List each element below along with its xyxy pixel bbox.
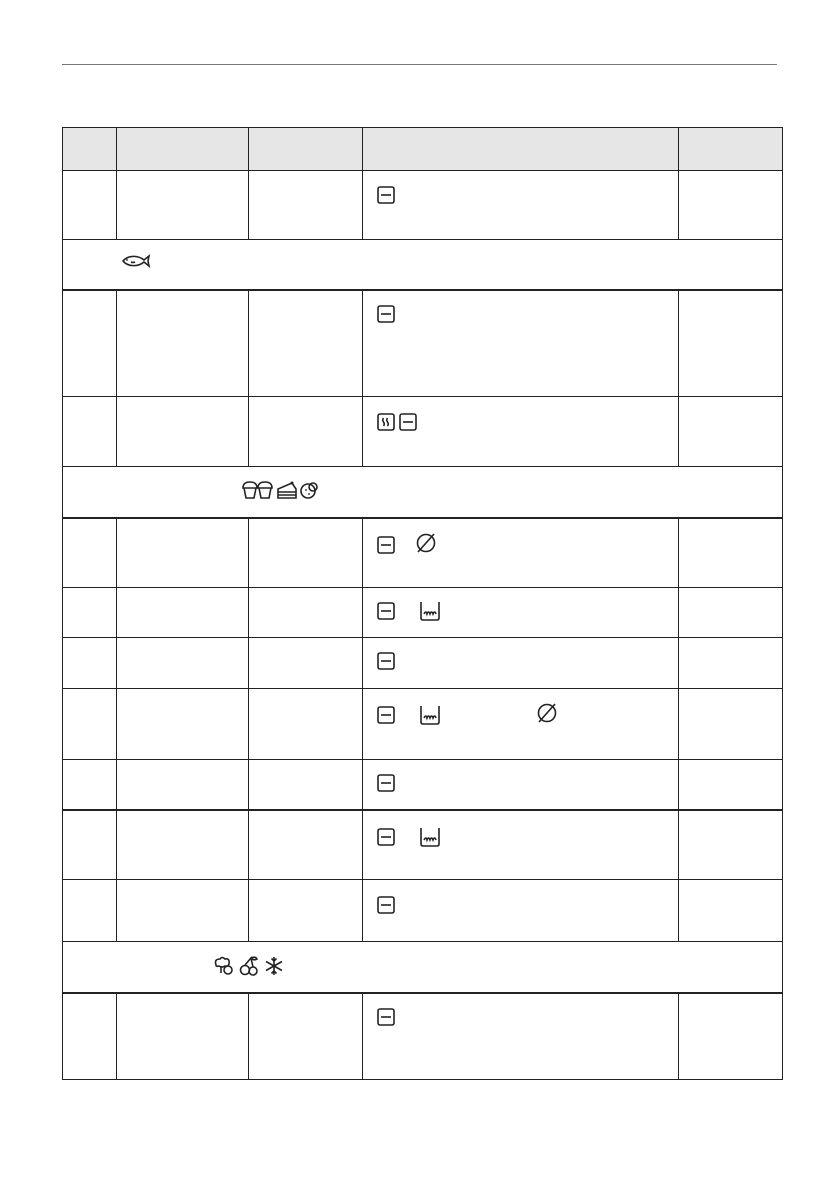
section-row	[63, 240, 783, 290]
table-row	[63, 588, 783, 638]
cake-slice-icon	[276, 480, 298, 500]
muffin-icon	[241, 480, 275, 500]
heat-top-bottom-icon	[377, 828, 395, 846]
fruit-icon	[238, 955, 260, 977]
header-cell	[363, 128, 679, 171]
table-row	[63, 397, 783, 467]
table-row	[63, 689, 783, 760]
water-tray-icon	[419, 827, 441, 847]
heat-top-bottom-icon	[377, 305, 395, 323]
heat-top-bottom-icon	[377, 186, 395, 204]
heat-top-bottom-icon	[377, 652, 395, 670]
table-row	[63, 290, 783, 397]
fish-icon	[121, 254, 151, 268]
heat-top-bottom-icon	[399, 413, 417, 431]
header-cell	[117, 128, 249, 171]
diameter-icon	[414, 531, 438, 555]
heat-top-bottom-icon	[377, 1008, 395, 1026]
heat-top-bottom-icon	[377, 774, 395, 792]
table-row	[63, 171, 783, 240]
vegetables-icon	[213, 956, 235, 976]
table-row	[63, 880, 783, 942]
table-row	[63, 760, 783, 810]
steam-heat-icon	[377, 413, 395, 431]
heat-top-bottom-icon	[377, 602, 395, 620]
section-row	[63, 467, 783, 518]
water-tray-icon	[419, 705, 441, 725]
heat-top-bottom-icon	[377, 706, 395, 724]
diameter-icon	[535, 701, 559, 725]
heat-top-bottom-icon	[377, 536, 395, 554]
table-row	[63, 518, 783, 588]
header-cell	[249, 128, 363, 171]
header-cell	[679, 128, 783, 171]
settings-table	[62, 127, 783, 1080]
header-rule	[62, 64, 777, 65]
frozen-icon	[263, 955, 285, 977]
section-row	[63, 942, 783, 993]
table-row	[63, 638, 783, 689]
table-row	[63, 993, 783, 1080]
header-cell	[63, 128, 117, 171]
cookie-icon	[299, 480, 319, 500]
heat-top-bottom-icon	[377, 896, 395, 914]
water-tray-icon	[419, 601, 441, 621]
table-header-row	[63, 128, 783, 171]
table-row	[63, 810, 783, 880]
